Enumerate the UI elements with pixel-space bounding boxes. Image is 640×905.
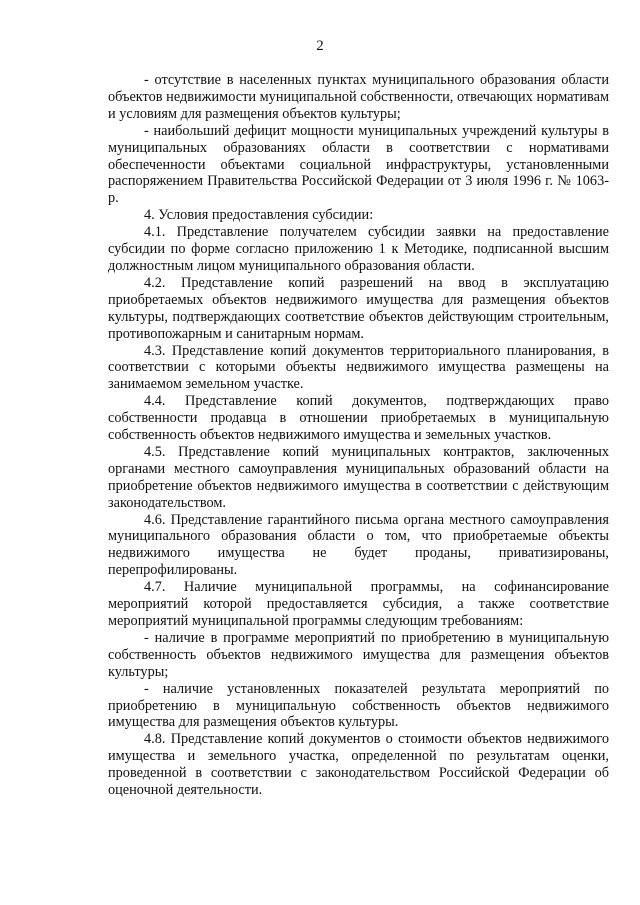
paragraph-4-3: 4.3. Представление копий документов территориального планирования, в соответствии с которыми объекты недвижимого имущества размещены на занимаемом земельном участке. <box>108 342 609 393</box>
paragraph-4-2: 4.2. Представление копий разрешений на ввод в эксплуатацию приобретаемых объектов недвижимого имущества для размещения объектов культуры, подтверждающих соответствие объектов действующим строительным, противопожарным и санитарным нормам. <box>108 274 609 342</box>
paragraph-4-4: 4.4. Представление копий документов, подтверждающих право собственности продавца в отношении приобретаемых в муниципальную собственность объектов недвижимого имущества и земельных участков. <box>108 393 609 444</box>
section-heading-conditions: 4. Условия предоставления субсидии: <box>144 207 374 224</box>
paragraph-4-7-item-program-measures: - наличие в программе мероприятий по приобретению в муниципальную собственность объектов недвижимого имущества для размещения объектов культуры; <box>108 629 609 680</box>
paragraph-4-7-item-result-indicators: - наличие установленных показателей результата мероприятий по приобретению в муниципальную собственность объектов недвижимого имущества для размещения объектов культуры. <box>108 680 609 731</box>
paragraph-4-5: 4.5. Представление копий муниципальных контрактов, заключенных органами местного самоуправления муниципальных образований области на приобретение объектов недвижимого имущества в соответствии с действующим законодательством. <box>108 443 609 511</box>
paragraph-4-6: 4.6. Представление гарантийного письма органа местного самоуправления муниципального образования области о том, что приобретаемые объекты недвижимого имущества не будет проданы, приватизированы, перепрофилированы. <box>108 511 609 579</box>
paragraph-4-1: 4.1. Представление получателем субсидии заявки на предоставление субсидии по форме согласно приложению 1 к Методике, подписанной высшим должностным лицом муниципального образования области. <box>108 224 609 274</box>
paragraph-4-7: 4.7. Наличие муниципальной программы, на софинансирование мероприятий которой предоставляется субсидия, а также соответствие мероприятий муниципальной программы следующим требованиям: <box>108 579 609 629</box>
paragraph-condition-no-property: - отсутствие в населенных пунктах муниципального образования области объектов недвижимости муниципальной собственности, отвечающих нормативам и условиям для размещения объектов культуры; <box>108 72 609 122</box>
page-number: 2 <box>316 38 324 54</box>
paragraph-condition-capacity-deficit: - наибольший дефицит мощности муниципальных учреждений культуры в муниципальных образованиях области в соответствии с нормативами обеспеченности объектами социальной инфраструктуры, установленными распоряжением Правительства Российской Федерации от 3 июля 1996 г. № 1063-р. <box>108 122 609 207</box>
document-body <box>108 72 609 799</box>
paragraph-4-8: 4.8. Представление копий документов о стоимости объектов недвижимого имущества и земельного участка, определенной по результатам оценки, проведенной в соответствии с законодательством Российской Федерации об оценочной деятельности. <box>108 731 609 799</box>
